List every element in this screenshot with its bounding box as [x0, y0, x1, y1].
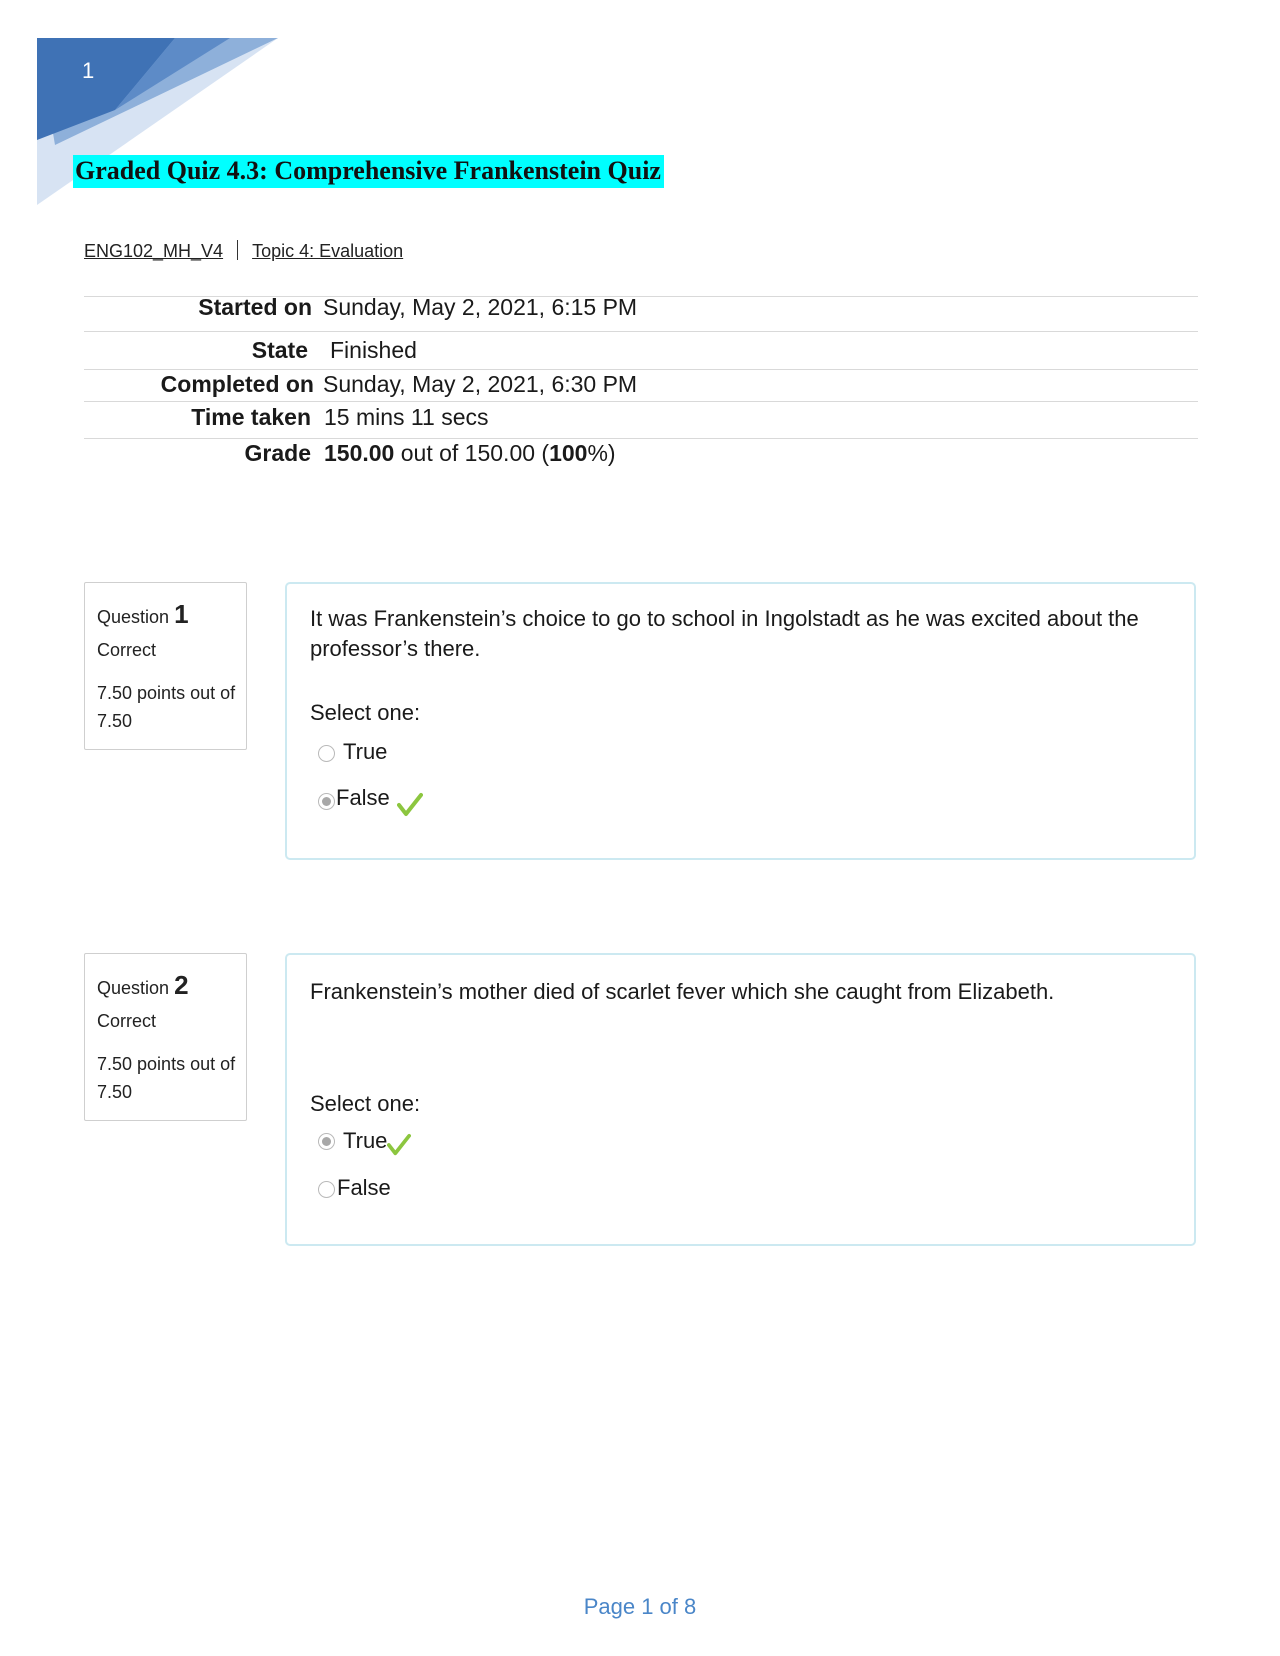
question-1-content: [285, 582, 1196, 860]
summary-started-value: Sunday, May 2, 2021, 6:15 PM: [323, 294, 638, 320]
question-2-info: [84, 953, 247, 1121]
question-1-select-label: Select one:: [310, 700, 421, 725]
question-2-number: [97, 970, 246, 1001]
question-label: Question: [97, 607, 170, 627]
breadcrumb-course-link[interactable]: ENG102_MH_V4: [84, 241, 224, 261]
question-2-radio-true[interactable]: [318, 1133, 335, 1150]
summary-row-completed: [84, 369, 1198, 401]
question-2-content: [285, 953, 1196, 1246]
page-number-top: 1: [82, 58, 95, 83]
question-1-number: [97, 599, 246, 630]
breadcrumb: [84, 240, 403, 262]
question-1-radio-true[interactable]: [318, 745, 335, 762]
question-1-option-false[interactable]: False: [336, 785, 390, 810]
grade-suffix: %): [587, 440, 616, 466]
summary-state-value: Finished: [330, 337, 417, 363]
question-2-select-label: Select one:: [310, 1091, 421, 1116]
question-number: 2: [174, 970, 189, 1000]
summary-started-label: Started on: [198, 294, 312, 320]
grade-out-of: out of 150.00 (: [400, 440, 550, 466]
summary-row-state: [84, 331, 1198, 369]
summary-grade-value: [324, 440, 616, 467]
summary-row-time: [84, 401, 1198, 438]
question-2-option-false[interactable]: False: [337, 1175, 391, 1200]
page-title: Graded Quiz 4.3: Comprehensive Frankenstein Quiz: [73, 155, 664, 188]
question-2-points: 7.50 points out of 7.50: [97, 1054, 236, 1102]
question-2-option-true[interactable]: True: [343, 1128, 388, 1153]
summary-completed-value: Sunday, May 2, 2021, 6:30 PM: [323, 371, 638, 397]
summary-state-label: State: [251, 337, 308, 363]
page-footer: Page 1 of 8: [583, 1594, 697, 1619]
question-2-status: Correct: [97, 1011, 157, 1031]
breadcrumb-separator: [237, 240, 238, 260]
summary-time-label: Time taken: [191, 404, 311, 430]
question-2-text: Frankenstein’s mother died of scarlet fever which she caught from Elizabeth.: [310, 979, 1055, 1004]
question-1-points: 7.50 points out of 7.50: [97, 683, 236, 731]
check-icon: [387, 1133, 411, 1157]
check-icon: [397, 792, 423, 818]
summary-time-value: 15 mins 11 secs: [324, 404, 489, 430]
question-1-info: [84, 582, 247, 750]
attempt-summary-table: [84, 296, 1198, 473]
question-1-text: It was Frankenstein’s choice to go to school in Ingolstadt as he was excited about the professor’s there.: [310, 606, 1139, 661]
summary-grade-label: Grade: [244, 440, 311, 466]
summary-row-grade: [84, 438, 1198, 473]
question-number: 1: [174, 599, 189, 629]
question-1-status: Correct: [97, 640, 157, 660]
breadcrumb-topic-link[interactable]: Topic 4: Evaluation: [252, 241, 404, 261]
summary-row-started: [84, 296, 1198, 331]
grade-points: 150.00: [324, 440, 395, 466]
grade-percent: 100: [549, 440, 588, 466]
question-2-radio-false[interactable]: [318, 1181, 335, 1198]
summary-completed-label: Completed on: [160, 371, 314, 397]
question-1-option-true[interactable]: True: [343, 739, 388, 764]
question-label: Question: [97, 978, 170, 998]
question-1-radio-false[interactable]: [318, 793, 335, 810]
